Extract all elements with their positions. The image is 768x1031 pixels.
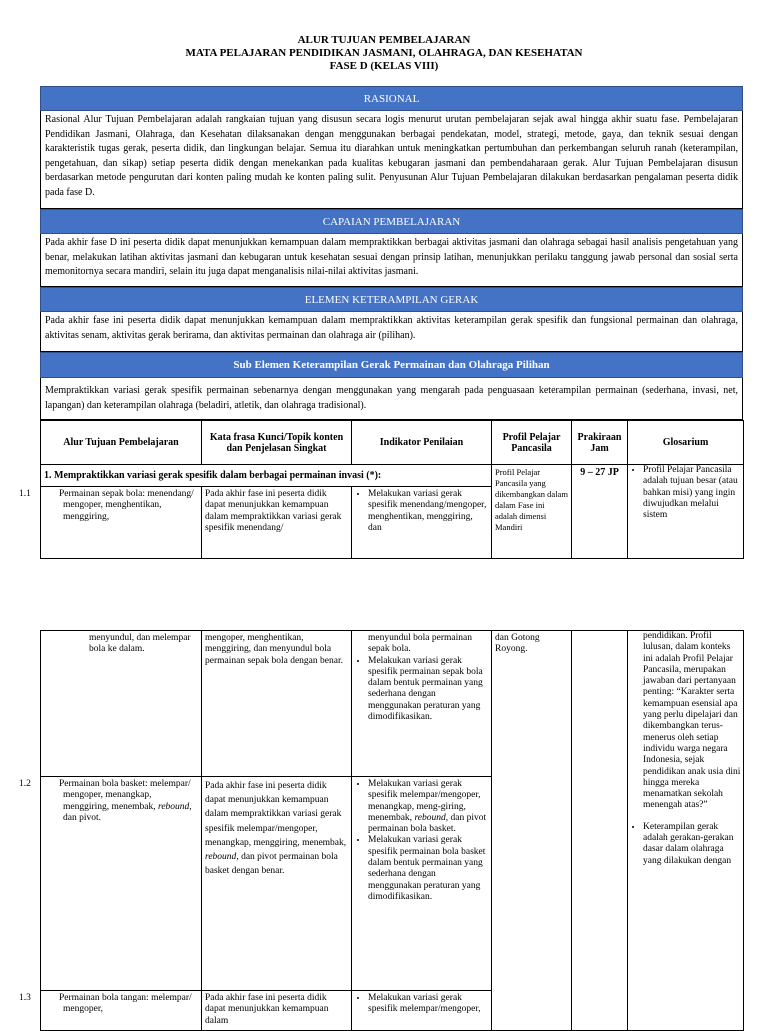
table-header-row	[41, 421, 744, 465]
indikator-cell	[352, 631, 492, 777]
jam-cell: 9 – 27 JP	[572, 465, 628, 559]
indikator-cell	[352, 777, 492, 991]
indikator-cell	[352, 991, 492, 1031]
kata-frasa-text: Pada akhir fase ini peserta didik dapat menunjukkan kemampuan dalam mempraktikkan variasi gerak spesifik melempar/mengoper, menangkap, menggiring, menembak,	[205, 781, 347, 848]
glosarium-item: • Keterampilan gerak adalah gerakan-gerakan dasar dalam olahraga yang dilakukan dengan	[643, 822, 741, 867]
doc-title-line-3: FASE D (KELAS VIII)	[329, 60, 439, 72]
atp-number: 1.1	[19, 489, 31, 499]
col-header-indikator: Indikator Penilaian	[352, 421, 492, 465]
sub-elemen-header: Sub Elemen Keterampilan Gerak Permainan dan Olahraga Pilihan	[40, 352, 743, 378]
jam-cell	[572, 631, 628, 1031]
kata-frasa-cell	[202, 777, 352, 991]
kata-frasa-italic: rebound	[205, 852, 237, 863]
col-header-kata-frasa: Kata frasa Kunci/Topik konten dan Penjelasan Singkat	[202, 421, 352, 465]
doc-title-line-1: ALUR TUJUAN PEMBELAJARAN	[297, 34, 471, 46]
indikator-continued: menyundul bola permainan sepak bola.	[368, 633, 472, 655]
capaian-text: Pada akhir fase D ini peserta didik dapat menunjukkan kemampuan dalam mempraktikkan berbagai aktivitas jasmani dan olahraga sebagai hasil analisis pengetahuan yang benar, melakukan latihan aktivitas jasmani dan kebugaran untuk kesehatan sesuai dengan prinsip latihan, menunjukkan perilaku tanggung jawab personal dan sosial serta memonitornya secara mandiri, selain itu juga dapat menganalisis nilai-nilai aktivitas jasmani.	[40, 234, 743, 287]
kata-frasa-end: , dan pivot permainan bola basket dengan benar.	[205, 852, 338, 877]
atp-cell	[19, 777, 202, 991]
indikator-cell	[352, 487, 492, 559]
indikator-item: • Melakukan variasi gerak spesifik melempar/mengoper,	[368, 993, 488, 1016]
glosarium-continued: pendidikan. Profil lulusan, dalam konteks ini adalah Profil Pelajar Pancasila, merupakan jawaban dari pertanyaan penting: “Karakter serta kemampuan esensial apa yang perlu dipelajari dan dikembangkan terus-menerus oleh setiap individu warga negara Indonesia, sejak pendidikan anak usia dini hingga mereka menamatkan sekolah menengah atas?”	[643, 631, 741, 811]
indikator-item: • Melakukan variasi gerak spesifik permainan sepak bola dalam bentuk permainan yang sederhana dengan menggunakan peraturan yang dimodifikasikan.	[368, 656, 488, 724]
atp-text-italic: rebound	[157, 801, 190, 812]
group-title: 1. Mempraktikkan variasi gerak spesifik dalam berbagai permainan invasi (*):	[41, 465, 492, 487]
doc-title-line-2: MATA PELAJARAN PENDIDIKAN JASMANI, OLAHRAGA, DAN KESEHATAN	[185, 47, 583, 59]
atp-text: Permainan bola basket: melempar/ mengoper, menangkap, menggiring, menembak,	[59, 779, 191, 812]
indikator-item: • Melakukan variasi gerak spesifik menendang/mengoper, menghentikan, menggiring, dan	[368, 489, 488, 534]
capaian-section	[40, 209, 743, 287]
rasional-section	[40, 86, 743, 209]
profil-cell: dan Gotong Royong.	[492, 631, 572, 1031]
rasional-text: Rasional Alur Tujuan Pembelajaran adalah rangkaian tujuan yang disusun secara logis menurut urutan pembelajaran sejak awal hingga akhir suatu fase. Pembelajaran Pendidikan Jasmani, Olahraga, dan Kesehatan dilaksanakan dengan menggunakan berbagai pendekatan, model, strategi, metode, gaya, dan teknik sesuai dengan karakteristik tugas gerak, peserta didik, dan lingkungan belajar. Semua itu diarahkan untuk meningkatkan pertumbuhan dan perkembangan seluruh ranah (keterampilan, pengetahuan, dan sikap) setiap peserta didik dengan menekankan pada kualitas kebugaran jasmani dan pembendaharaan gerak. Alur Tujuan Pembelajaran disusun berdasarkan metode pengurutan dari konten paling mudah ke konten paling sulit. Penyusunan Alur Tujuan Pembelajaran dilakukan berdasarkan pengalaman peserta didik pada fase D.	[40, 111, 743, 209]
elemen-text: Pada akhir fase ini peserta didik dapat menunjukkan kemampuan dalam mempraktikkan aktivitas keterampilan gerak spesifik dan fungsional permainan dan olahraga, aktivitas senam, aktivitas gerak berirama, dan aktivitas permainan dan olahraga air (pilihan).	[40, 312, 743, 352]
glosarium-cell	[628, 465, 744, 559]
indikator-item	[368, 779, 488, 835]
col-header-profil: Profil Pelajar Pancasila	[492, 421, 572, 465]
kata-frasa-cell: Pada akhir fase ini peserta didik dapat menunjukkan kemampuan dalam mempraktikkan variasi gerak spesifik menendang/	[202, 487, 352, 559]
profil-cell: Profil Pelajar Pancasila yang dikembangkan dalam dalam Fase ini adalah dimensi Mandiri	[492, 465, 572, 559]
capaian-header: CAPAIAN PEMBELAJARAN	[40, 209, 743, 234]
indikator-item: • Melakukan variasi gerak spesifik permainan bola basket dalam bentuk permainan yang sederhana dengan menggunakan peraturan yang dimodifikasikan.	[368, 835, 488, 903]
atp-number: 1.3	[19, 993, 31, 1003]
col-header-jam: Prakiraan Jam	[572, 421, 628, 465]
sub-elemen-text: Mempraktikkan variasi gerak spesifik permainan sebenarnya dengan menggunakan yang mengarah pada penguasaan keterampilan permainan (sederhana, invasi, net, lapangan) dan keterampilan olahraga (beladiri, atletik, dan olahraga tradisional).	[40, 378, 743, 420]
atp-text: Permainan sepak bola: menendang/ mengoper, menghentikan, menggiring,	[59, 489, 194, 522]
atp-cell	[19, 991, 202, 1031]
atp-text: Permainan bola tangan: melempar/ mengoper,	[59, 993, 192, 1015]
kata-frasa-cell: Pada akhir fase ini peserta didik dapat menunjukkan kemampuan dalam	[202, 991, 352, 1031]
table-row	[41, 631, 744, 777]
atp-cell	[19, 487, 202, 559]
atp-table-continued	[19, 630, 744, 1031]
atp-number: 1.2	[19, 779, 31, 789]
col-header-glosarium: Glosarium	[628, 421, 744, 465]
atp-table	[19, 420, 744, 559]
sub-elemen-section	[40, 352, 743, 420]
indikator-italic: rebound	[414, 812, 446, 823]
rasional-header: RASIONAL	[40, 86, 743, 111]
atp-text-end: , dan pivot.	[63, 801, 192, 823]
atp-cell: menyundul, dan melempar bola ke dalam.	[41, 631, 202, 777]
glosarium-item: • Profil Pelajar Pancasila adalah tujuan besar (atau bahkan misi) yang ingin diwujudkan melalui sistem	[643, 465, 741, 521]
elemen-header: ELEMEN KETERAMPILAN GERAK	[40, 287, 743, 312]
indikator-text-end: , dan pivot permainan bola basket.	[368, 812, 487, 835]
elemen-section	[40, 287, 743, 352]
indikator-text: Melakukan variasi gerak spesifik melempar/mengoper, menangkap, meng-giring, menembak,	[368, 779, 481, 823]
kata-frasa-cell: mengoper, menghentikan, menggiring, dan menyundul bola permainan sepak bola dengan benar.	[202, 631, 352, 777]
glosarium-cell	[628, 631, 744, 1031]
col-header-atp: Alur Tujuan Pembelajaran	[41, 421, 202, 465]
